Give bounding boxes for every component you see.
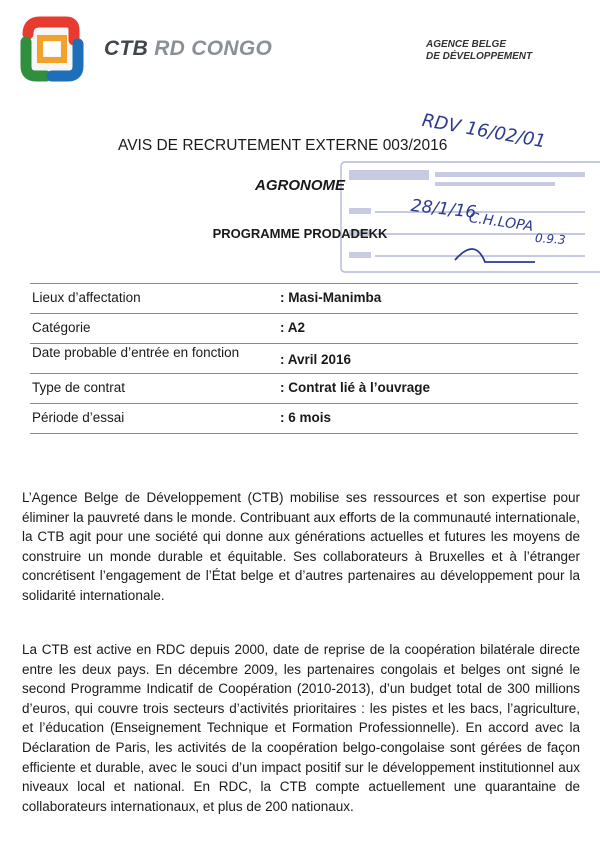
agency-name	[426, 39, 532, 63]
detail-value: : Contrat lié à l’ouvrage	[280, 380, 431, 395]
detail-label: Lieux d’affectation	[32, 290, 141, 305]
details-row	[30, 404, 578, 434]
detail-value: : A2	[280, 320, 306, 335]
context-paragraph: La CTB est active en RDC depuis 2000, date de reprise de la coopération bilatérale directe entre les deux pays. En décembre 2009, les partenaires congolais et belges ont signé le second Programme Indicatif de Coopération (2010-2013), d’un budget total de 300 millions d’euros, qui couvre trois secteurs d’activités prioritaires : les pistes et les bacs, l’agriculture, et l’éducation (Enseignement Technique et Formation Professionnelle). En accord avec la Déclaration de Paris, les activités de la coopération belgo-congolaise sont gérées de façon efficiente et durable, avec le souci d’un impact positif sur le développement institutionnel aux niveaux local et national. En RDC, la CTB compte actuellement une quarantaine de collaborateurs internationaux, et plus de 200 nationaux.	[22, 642, 580, 814]
detail-value: : 6 mois	[280, 410, 332, 425]
handwritten-number: 0.9.3	[534, 230, 566, 248]
details-row	[30, 374, 578, 404]
ctb-logo	[16, 14, 88, 86]
details-table	[30, 283, 578, 434]
detail-value: : Masi-Manimba	[280, 290, 382, 305]
notice-title: AVIS DE RECRUTEMENT EXTERNE 003/2016	[118, 137, 448, 154]
detail-value: : Avril 2016	[280, 352, 352, 367]
detail-label: Date probable d’entrée en fonction	[32, 345, 240, 360]
handwritten-date-top: RDV 16/02/01	[420, 110, 548, 153]
detail-label: Type de contrat	[32, 380, 126, 395]
details-row	[30, 314, 578, 344]
brand-country: RD CONGO	[154, 37, 273, 60]
agency-line-2: DE DÉVELOPPEMENT	[426, 51, 533, 62]
details-row	[30, 283, 578, 314]
programme-name: PROGRAMME PRODADEKK	[212, 226, 388, 241]
handwritten-initials: C.H.LOPA	[467, 210, 535, 235]
brand-ctb: CTB	[104, 37, 149, 60]
job-title: AGRONOME	[255, 177, 345, 194]
detail-label: Catégorie	[32, 320, 91, 335]
handwritten-date-mid: 28/1/16	[409, 196, 478, 223]
brand-name	[104, 37, 272, 61]
details-row	[30, 344, 578, 374]
detail-label: Période d’essai	[32, 410, 125, 425]
intro-paragraph: L’Agence Belge de Développement (CTB) mobilise ses ressources et son expertise pour éliminer la pauvreté dans le monde. Contribuant aux efforts de la communauté internationale, la CTB agit pour une société qui donne aux générations actuelles et futures les moyens de construire un monde durable et équitable. Ses collaborateurs à Bruxelles et à l’étranger concrétisent l’engagement de l’État belge et d’autres partenaires au développement pour la solidarité internationale.	[22, 490, 580, 603]
agency-line-1: AGENCE BELGE	[426, 39, 507, 50]
